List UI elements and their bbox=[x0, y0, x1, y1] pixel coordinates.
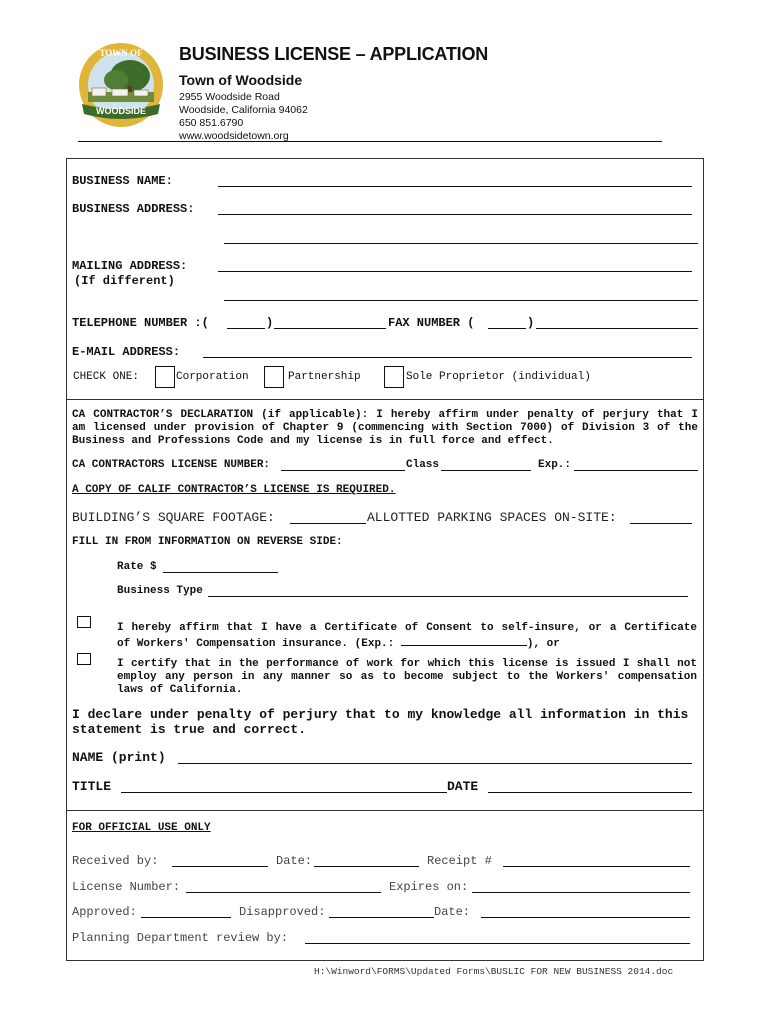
perjury-declaration: I declare under penalty of perjury that to my knowledge all information in this statement is true and correct. bbox=[72, 707, 689, 737]
date-label: DATE bbox=[447, 779, 479, 794]
form-title: BUSINESS LICENSE – APPLICATION bbox=[179, 44, 489, 64]
license-number-label: License Number: bbox=[72, 880, 181, 894]
sole-proprietor-checkbox[interactable] bbox=[384, 366, 404, 388]
address-line-1: 2955 Woodside Road bbox=[179, 91, 280, 103]
expires-on-field[interactable] bbox=[472, 892, 690, 893]
disapproved-label: Disapproved: bbox=[239, 905, 326, 919]
section-divider bbox=[66, 399, 704, 400]
sole-proprietor-label: Sole Proprietor (individual) bbox=[406, 371, 591, 383]
mailing-address-note: (If different) bbox=[74, 274, 175, 288]
workers-comp-exp-field[interactable] bbox=[401, 635, 527, 646]
name-print-label: NAME (print) bbox=[72, 750, 166, 765]
fax-paren-close: ) bbox=[527, 316, 535, 330]
office-date-field[interactable] bbox=[314, 866, 419, 867]
rate-label: Rate $ bbox=[117, 561, 157, 573]
phone-number: 650 851.6790 bbox=[179, 117, 244, 129]
corporation-checkbox[interactable] bbox=[155, 366, 175, 388]
logo-top-text: TOWN OF bbox=[99, 48, 143, 58]
contractor-license-label: CA CONTRACTORS LICENSE NUMBER: bbox=[72, 459, 271, 471]
exp-field[interactable] bbox=[574, 470, 698, 471]
self-insure-end: ), or bbox=[526, 638, 560, 650]
self-insure-text bbox=[117, 622, 697, 651]
business-name-field[interactable] bbox=[218, 186, 692, 187]
receipt-field[interactable] bbox=[503, 866, 690, 867]
approved-label: Approved: bbox=[72, 905, 137, 919]
self-insure-checkbox[interactable] bbox=[77, 616, 91, 628]
approved-field[interactable] bbox=[141, 917, 231, 918]
official-use-heading: FOR OFFICIAL USE ONLY bbox=[72, 822, 211, 834]
class-label: Class bbox=[406, 459, 440, 471]
contractor-license-field[interactable] bbox=[281, 470, 405, 471]
name-print-field[interactable] bbox=[178, 763, 692, 764]
class-field[interactable] bbox=[441, 470, 531, 471]
corporation-label: Corporation bbox=[176, 371, 249, 383]
no-employees-text: I certify that in the performance of work for which this license is issued I shall not employ any person in any manner so as to become subject to the Workers' compensation laws of California. bbox=[117, 658, 697, 696]
address-line-2: Woodside, California 94062 bbox=[179, 104, 308, 116]
partnership-label: Partnership bbox=[288, 371, 361, 383]
square-footage-label: BUILDING’S SQUARE FOOTAGE: bbox=[72, 510, 275, 525]
disapproved-field[interactable] bbox=[329, 917, 434, 918]
fax-number-field[interactable] bbox=[536, 328, 698, 329]
telephone-number-field[interactable] bbox=[274, 328, 386, 329]
town-name: Town of Woodside bbox=[179, 72, 303, 88]
partnership-checkbox[interactable] bbox=[264, 366, 284, 388]
business-type-label: Business Type bbox=[117, 585, 203, 597]
exp-label: Exp.: bbox=[538, 459, 572, 471]
mailing-address-field-line-2[interactable] bbox=[224, 300, 698, 301]
fax-label: FAX NUMBER ( bbox=[388, 316, 475, 330]
date-field[interactable] bbox=[488, 792, 692, 793]
website: www.woodsidetown.org bbox=[179, 130, 289, 142]
license-number-field[interactable] bbox=[186, 892, 381, 893]
telephone-paren-close: ) bbox=[266, 316, 274, 330]
telephone-label: TELEPHONE NUMBER :( bbox=[72, 316, 209, 330]
business-address-field[interactable] bbox=[218, 214, 692, 215]
receipt-label: Receipt # bbox=[427, 854, 492, 868]
no-employees-checkbox[interactable] bbox=[77, 653, 91, 665]
mailing-address-label: MAILING ADDRESS: bbox=[72, 259, 188, 273]
email-label: E-MAIL ADDRESS: bbox=[72, 345, 181, 359]
self-insure-statement: I hereby affirm that I have a Certificate of Consent to self-insure, or a Certificate of Workers' Compensation insurance. (Exp.: bbox=[117, 622, 697, 650]
received-by-label: Received by: bbox=[72, 854, 159, 868]
planning-review-label: Planning Department review by: bbox=[72, 931, 289, 945]
contractor-declaration-text: CA CONTRACTOR’S DECLARATION (if applicable): I hereby affirm under penalty of perjury that I am licensed under provision of Chapter 9 (commencing with Section 7000) of Division 3 of the Business and Professions Code and my license is in full force and effect. bbox=[72, 409, 698, 447]
square-footage-field[interactable] bbox=[290, 523, 366, 524]
header-divider bbox=[78, 141, 662, 142]
check-one-label: CHECK ONE: bbox=[73, 371, 140, 383]
approval-date-field[interactable] bbox=[481, 917, 690, 918]
planning-review-field[interactable] bbox=[305, 943, 690, 944]
title-field[interactable] bbox=[121, 792, 447, 793]
expires-on-label: Expires on: bbox=[389, 880, 469, 894]
business-name-label: BUSINESS NAME: bbox=[72, 174, 173, 188]
town-seal-logo bbox=[78, 42, 164, 128]
file-path-footer: H:\Winword\FORMS\Updated Forms\BUSLIC FOR NEW BUSINESS 2014.doc bbox=[314, 966, 674, 977]
email-field[interactable] bbox=[203, 357, 692, 358]
rate-field[interactable] bbox=[163, 572, 278, 573]
copy-required-notice: A COPY OF CALIF CONTRACTOR’S LICENSE IS REQUIRED. bbox=[72, 484, 396, 496]
mailing-address-field[interactable] bbox=[218, 271, 692, 272]
office-date-label: Date: bbox=[276, 854, 313, 868]
title-label: TITLE bbox=[72, 779, 112, 794]
business-address-field-line-2[interactable] bbox=[224, 243, 698, 244]
business-address-label: BUSINESS ADDRESS: bbox=[72, 202, 195, 216]
business-type-field[interactable] bbox=[208, 596, 688, 597]
logo-banner-text: WOODSIDE bbox=[95, 106, 147, 116]
telephone-area-code-field[interactable] bbox=[227, 328, 265, 329]
fax-area-code-field[interactable] bbox=[488, 328, 526, 329]
approval-date-label: Date: bbox=[434, 905, 471, 919]
received-by-field[interactable] bbox=[172, 866, 268, 867]
parking-spaces-label: ALLOTTED PARKING SPACES ON-SITE: bbox=[367, 510, 617, 525]
fill-in-instruction: FILL IN FROM INFORMATION ON REVERSE SIDE: bbox=[72, 536, 343, 548]
parking-spaces-field[interactable] bbox=[630, 523, 692, 524]
